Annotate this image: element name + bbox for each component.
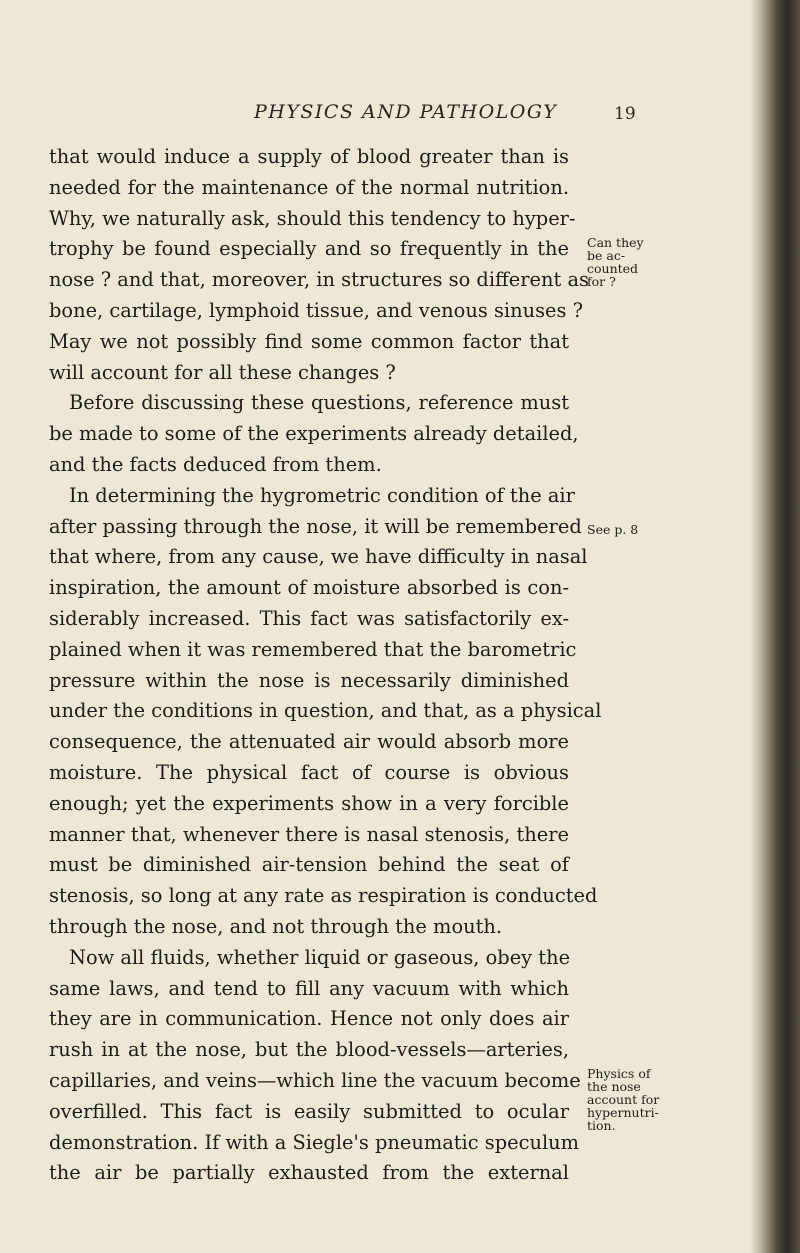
text-line: stenosis, so long at any rate as respiration is conducted bbox=[49, 884, 598, 908]
text-line: under the conditions in question, and that, as a physical bbox=[49, 699, 602, 723]
text-line: be made to some of the experiments already detailed, bbox=[49, 422, 579, 446]
text-line: Why, we naturally ask, should this tendency to hyper- bbox=[49, 206, 576, 230]
margin-note-line: hypernutri- bbox=[587, 1105, 659, 1120]
text-line: moisture. The physical fact of course is obvious bbox=[49, 760, 569, 784]
book-spine-edge bbox=[758, 0, 800, 1253]
text-line: after passing through the nose, it will be remembered bbox=[49, 514, 582, 538]
text-line: consequence, the attenuated air would absorb more bbox=[49, 730, 569, 754]
margin-note-line: Physics of bbox=[587, 1066, 651, 1081]
margin-note-line: the nose bbox=[587, 1079, 641, 1094]
text-line: that would induce a supply of blood greater than is bbox=[49, 145, 569, 168]
text-line: capillaries, and veins—which line the vacuum become bbox=[49, 1068, 581, 1092]
text-line: manner that, whenever there is nasal stenosis, there bbox=[49, 822, 569, 846]
text-line: and the facts deduced from them. bbox=[49, 452, 382, 476]
margin-note-line: See p. 8 bbox=[587, 522, 639, 537]
margin-note-line: Can they bbox=[587, 235, 644, 250]
text-line: bone, cartilage, lymphoid tissue, and venous sinuses ? bbox=[49, 298, 584, 322]
text-line: nose ? and that, moreover, in structures so different as bbox=[49, 268, 589, 292]
text-line: needed for the maintenance of the normal nutrition. bbox=[49, 175, 569, 199]
page-number: 19 bbox=[614, 104, 636, 124]
text-line: must be diminished air-tension behind the seat of bbox=[49, 853, 569, 877]
text-line: In determining the hygrometric condition of the air bbox=[69, 483, 575, 507]
margin-note-can-they bbox=[587, 236, 699, 288]
text-line: Now all fluids, whether liquid or gaseous, obey the bbox=[69, 945, 571, 969]
margin-note-line: for ? bbox=[587, 274, 616, 289]
text-line: demonstration. If with a Siegle's pneumatic speculum bbox=[49, 1130, 580, 1154]
text-line: inspiration, the amount of moisture absorbed is con- bbox=[49, 576, 569, 600]
margin-note-physics-of-nose bbox=[587, 1067, 699, 1132]
text-line: that where, from any cause, we have difficulty in nasal bbox=[49, 545, 588, 569]
text-line: May we not possibly find some common factor that bbox=[49, 329, 569, 353]
text-line: trophy be found especially and so frequently in the bbox=[49, 237, 569, 261]
body-text bbox=[49, 142, 602, 1189]
margin-note-see-page bbox=[587, 523, 699, 536]
text-line: plained when it was remembered that the barometric bbox=[49, 637, 577, 661]
margin-note-line: be ac- bbox=[587, 248, 626, 263]
text-line: will account for all these changes ? bbox=[49, 360, 396, 384]
text-line: same laws, and tend to fill any vacuum with which bbox=[49, 976, 569, 1000]
text-line: Before discussing these questions, reference must bbox=[69, 391, 569, 415]
margin-note-line: account for bbox=[587, 1092, 660, 1107]
text-line: overfilled. This fact is easily submitted to ocular bbox=[49, 1099, 569, 1123]
margin-note-line: tion. bbox=[587, 1118, 616, 1133]
margin-note-line: counted bbox=[587, 261, 639, 276]
text-line: the air be partially exhausted from the external bbox=[49, 1161, 569, 1185]
text-line: enough; yet the experiments show in a very forcible bbox=[49, 791, 569, 815]
text-line: pressure within the nose is necessarily diminished bbox=[49, 668, 569, 692]
text-line: through the nose, and not through the mouth. bbox=[49, 914, 503, 938]
text-line: they are in communication. Hence not only does air bbox=[49, 1007, 569, 1031]
running-head: PHYSICS AND PATHOLOGY bbox=[254, 101, 558, 123]
text-line: rush in at the nose, but the blood-vessels—arteries, bbox=[49, 1038, 569, 1062]
text-line: siderably increased. This fact was satisfactorily ex- bbox=[49, 606, 569, 630]
